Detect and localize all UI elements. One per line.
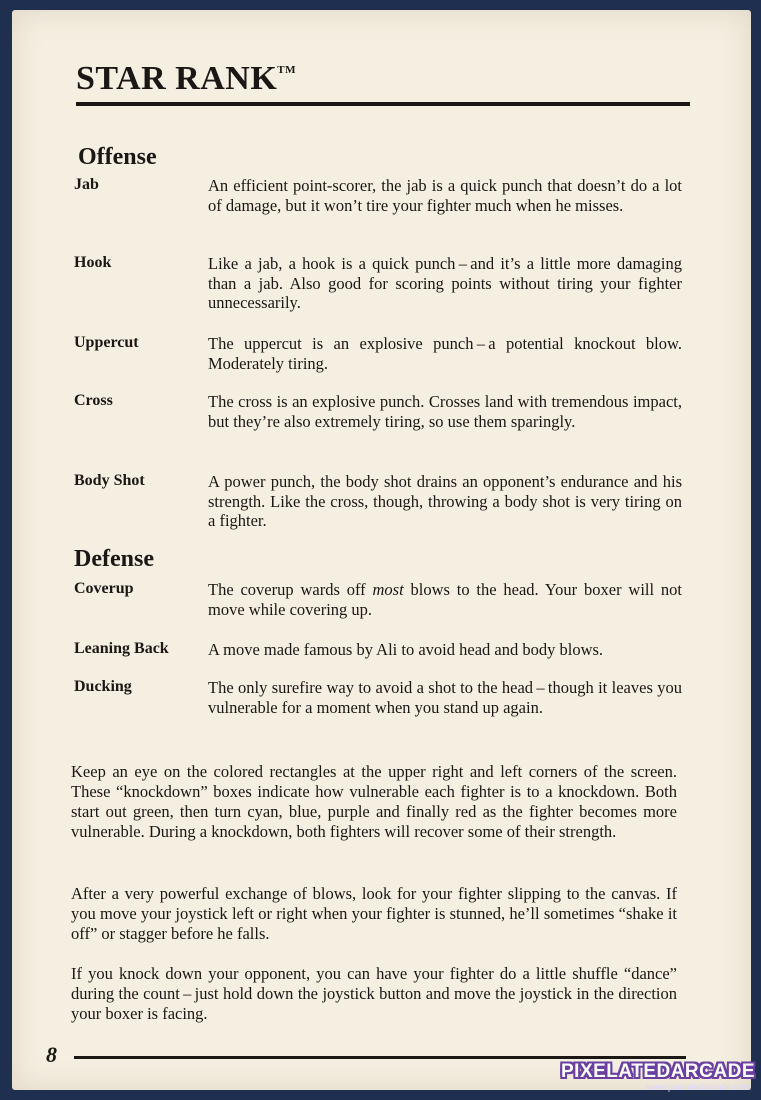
dance-paragraph: If you knock down your opponent, you can have your fighter do a little shuffle “dance” during the count – just hold down the joystick button and move the joystick in the direction your boxer is facing. [71,964,677,1023]
site-watermark [557,1061,759,1092]
watermark-logo: PIXELATEDARCADE [561,1061,755,1082]
offense-heading: Offense [78,144,157,170]
move-term: Body Shot [74,472,145,489]
page-title: STAR RANK™ [76,60,297,97]
stagger-paragraph: After a very powerful exchange of blows, look for your fighter slipping to the canvas. If you move your joystick left or right when your fighter is stunned, he’ll sometimes “shake it off” or stagger before he falls. [71,884,677,943]
move-description: A move made famous by Ali to avoid head and body blows. [208,640,604,659]
trademark-mark: TM [277,64,297,76]
move-description: The coverup wards off most blows to the head. Your boxer will not move while covering up. [208,580,682,619]
knockdown-paragraph: Keep an eye on the colored rectangles at the upper right and left corners of the screen. These “knockdown” boxes indicate how vulnerable each fighter is to a knockdown. Both start out green, then turn cyan, blue, purple and finally red as the fighter becomes more vulnerable. During a knockdown, both fighters will recover some of their strength. [71,762,677,841]
move-description: The cross is an explosive punch. Crosses land with tremendous impact, but they’re also extremely tiring, so use them sparingly. [208,392,682,431]
move-term: Cross [74,392,113,409]
move-term: Hook [74,254,112,271]
bottom-rule [74,1056,686,1059]
move-description: The uppercut is an explosive punch – a potential knockout blow. Moderately tiring. [208,334,682,373]
move-term: Leaning Back [74,640,169,657]
page-number: 8 [46,1042,57,1067]
manual-page [12,10,751,1090]
move-description: Like a jab, a hook is a quick punch – and it’s a little more damaging than a jab. Also good for scoring points without tiring your fighter unnecessarily. [208,254,682,312]
move-term: Ducking [74,678,132,695]
move-description: A power punch, the body shot drains an opponent’s endurance and his strength. Like the cross, though, throwing a body shot is very tiring on a fighter. [208,472,682,530]
move-description: An efficient point-scorer, the jab is a quick punch that doesn’t do a lot of damage, but it won’t tire your fighter much when he misses. [208,176,682,215]
move-term: Coverup [74,580,134,597]
title-rule [76,102,690,106]
watermark-url: www.pixelatedarcade.com [646,1082,751,1092]
move-description: The only surefire way to avoid a shot to the head – though it leaves you vulnerable for a moment when you stand up again. [208,678,682,717]
move-term: Uppercut [74,334,139,351]
emphasis-word: most [372,580,404,599]
move-term: Jab [74,176,99,193]
defense-heading: Defense [74,546,154,572]
